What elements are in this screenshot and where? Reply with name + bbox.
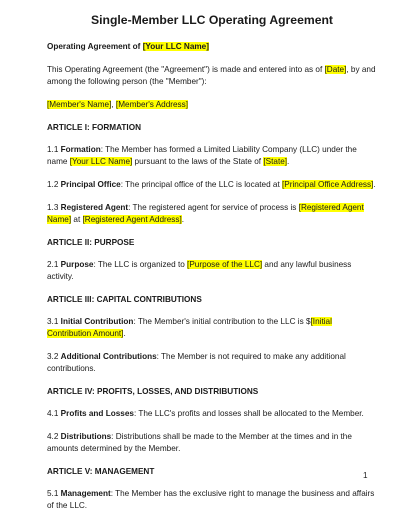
section-number: 5.1 xyxy=(47,489,61,498)
section-text: : The LLC is organized to xyxy=(93,260,188,269)
section-label: Initial Contribution xyxy=(60,317,134,326)
section-text: . xyxy=(287,157,290,166)
intro-heading-text: Operating Agreement of xyxy=(47,42,143,51)
article-5-heading: ARTICLE V: MANAGEMENT xyxy=(47,467,155,476)
section-number: 3.1 xyxy=(47,317,61,326)
llc-name-placeholder: [Your LLC Name] xyxy=(69,157,133,166)
section-text: . xyxy=(123,329,126,338)
section-text: : The registered agent for service of process is xyxy=(128,203,299,212)
section-label: Distributions xyxy=(60,432,112,441)
section-4-2 xyxy=(47,431,377,455)
section-label: Registered Agent xyxy=(60,203,129,212)
section-number: 1.1 xyxy=(47,145,61,154)
section-1-1 xyxy=(47,144,377,168)
section-text: : The Member is not required to make any additional contributions. xyxy=(47,352,346,373)
intro-text-end: , by and among the following person (the "Member"): xyxy=(47,65,376,86)
intro-paragraph xyxy=(47,64,377,88)
section-text: : The LLC's profits and losses shall be allocated to the Member. xyxy=(133,409,364,418)
section-text: . xyxy=(373,180,376,189)
registered-agent-placeholder: [Registered Agent Name] xyxy=(47,203,364,224)
section-number: 1.3 xyxy=(47,203,61,212)
section-text: and any lawful business activity. xyxy=(47,260,352,281)
section-label: Formation xyxy=(60,145,101,154)
member-name-placeholder: [Member's Name] xyxy=(47,100,112,109)
section-label: Profits and Losses xyxy=(60,409,134,418)
article-1-heading: ARTICLE I: FORMATION xyxy=(47,123,141,132)
section-text: . xyxy=(181,215,185,224)
section-label: Additional Contributions xyxy=(60,352,157,361)
section-number: 4.2 xyxy=(47,432,61,441)
document-title: Single-Member LLC Operating Agreement xyxy=(91,13,333,27)
section-label: Purpose xyxy=(60,260,94,269)
section-1-2 xyxy=(47,179,377,191)
section-number: 2.1 xyxy=(47,260,61,269)
section-text: : The Member has formed a Limited Liability Company (LLC) under the name xyxy=(47,145,357,166)
section-number: 1.2 xyxy=(47,180,61,189)
page-number: 1 xyxy=(363,471,368,480)
member-address-placeholder: [Member's Address] xyxy=(115,100,189,109)
state-placeholder: [State] xyxy=(263,157,288,166)
article-3-heading: ARTICLE III: CAPITAL CONTRIBUTIONS xyxy=(47,295,202,304)
section-2-1 xyxy=(47,259,377,283)
llc-name-placeholder: [Your LLC Name] xyxy=(142,42,209,51)
registered-agent-address-placeholder: [Registered Agent Address] xyxy=(82,215,182,224)
section-number: 3.2 xyxy=(47,352,61,361)
member-separator: , xyxy=(111,100,116,109)
section-4-1 xyxy=(47,408,377,420)
section-text: : The Member's initial contribution to the LLC is $ xyxy=(133,317,311,326)
member-line xyxy=(47,99,377,111)
contribution-amount-placeholder: [Initial Contribution Amount] xyxy=(47,317,332,338)
section-1-3 xyxy=(47,202,377,226)
purpose-placeholder: [Purpose of the LLC] xyxy=(187,260,263,269)
article-2-heading: ARTICLE II: PURPOSE xyxy=(47,238,135,247)
section-text: : The principal office of the LLC is located at xyxy=(120,180,283,189)
section-text: at xyxy=(71,215,83,224)
intro-heading xyxy=(47,41,377,53)
section-text: : Distributions shall be made to the Member at the times and in the amounts determined by the Member. xyxy=(47,432,352,453)
section-label: Management xyxy=(60,489,111,498)
section-text: : The Member has the exclusive right to manage the business and affairs of the LLC. xyxy=(47,489,375,510)
principal-office-placeholder: [Principal Office Address] xyxy=(282,180,374,189)
document-page xyxy=(47,13,377,523)
date-placeholder: [Date] xyxy=(324,65,347,74)
section-5-1 xyxy=(47,488,377,512)
section-text: pursuant to the laws of the State of xyxy=(132,157,264,166)
section-label: Principal Office xyxy=(60,180,121,189)
section-3-1 xyxy=(47,316,377,340)
section-3-2 xyxy=(47,351,377,375)
article-4-heading: ARTICLE IV: PROFITS, LOSSES, AND DISTRIBUTIONS xyxy=(47,387,259,396)
intro-text: This Operating Agreement (the "Agreement") is made and entered into as of xyxy=(47,65,325,74)
section-number: 4.1 xyxy=(47,409,61,418)
